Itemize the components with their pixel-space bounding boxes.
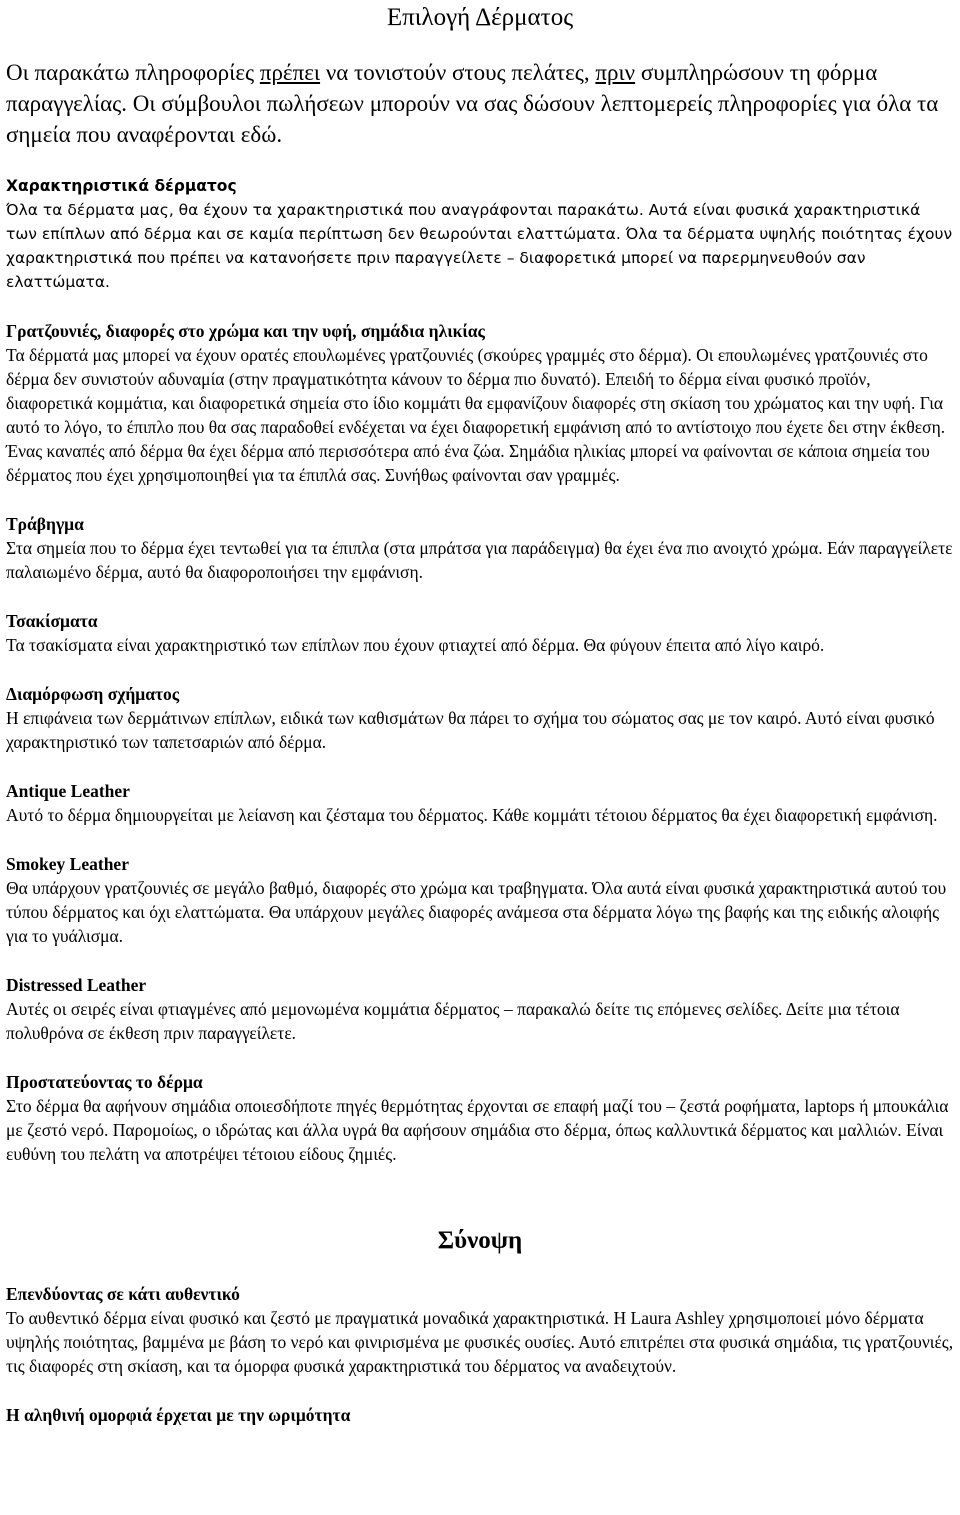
section-body: Η επιφάνεια των δερμάτινων επίπλων, ειδικά των καθισμάτων θα πάρει το σχήμα του σώματος σας με τον καιρό. Αυτό είναι φυσικό χαρακτηριστικό των ταπετσαριών από δέρμα. (6, 708, 935, 752)
intro-emphasis-must: πρέπει (259, 60, 321, 85)
section-protecting-leather (6, 1070, 954, 1166)
intro-paragraph (6, 57, 954, 150)
section-body: Στο δέρμα θα αφήνουν σημάδια οποιεσδήποτε πηγές θερμότητας έρχονται σε επαφή μαζί του – ζεστά ροφήματα, laptops ή μπουκάλια με ζεστό νερό. Παρομοίως, ο ιδρώτας και άλλα υγρά θα αφήσουν σημάδια στο δέρμα, όπως καλλυντικά δέρματος και μαλλιών. Είναι ευθύνη του πελάτη να αποτρέψει τέτοιου είδους ζημιές. (6, 1096, 949, 1164)
section-heading: Προστατεύοντας το δέρμα (6, 1072, 203, 1092)
summary-title: Σύνοψη (437, 1227, 523, 1254)
section-heading: Smokey Leather (6, 854, 129, 874)
section-creases (6, 609, 954, 657)
section-heading: Τράβηγμα (6, 514, 84, 534)
section-heading: Antique Leather (6, 781, 130, 801)
section-body: Όλα τα δέρματα μας, θα έχουν τα χαρακτηριστικά που αναγράφονται παρακάτω. Αυτά είναι φυσικά χαρακτηριστικά των επίπλων από δέρμα και σε καμία περίπτωση δεν θεωρούνται ελαττώματα. Όλα τα δέρματα υψηλής ποιότητας έχουν χαρακτηριστικά που πρέπει να κατανοήσετε πριν παραγγείλετε – διαφορετικά μπορεί να παρερμηνευθούν σαν ελαττώματα. (6, 201, 953, 291)
section-scratches (6, 319, 954, 487)
section-shaping (6, 682, 954, 754)
section-heading: Distressed Leather (6, 975, 147, 995)
section-true-beauty (6, 1403, 954, 1427)
section-smokey-leather (6, 852, 954, 948)
section-heading: Διαμόρφωση σχήματος (6, 684, 180, 704)
section-body: Το αυθεντικό δέρμα είναι φυσικό και ζεστό με πραγματικά μοναδικά χαρακτηριστικά. Η Laura Ashley χρησιμοποιεί μόνο δέρματα υψηλής ποιότητας, βαμμένα με βάση το νερό και φινιρισμένα με φυσικές ουσίες. Αυτό επιτρέπει στα φυσικά σημάδια, τις γρατζουνιές, τις διαφορές στη σκίαση, και τα όμορφα φυσικά χαρακτηριστικά του δέρματος να αναδειχτούν. (6, 1308, 954, 1376)
intro-text-1: Οι παρακάτω πληροφορίες (6, 60, 260, 85)
section-heading: Τσακίσματα (6, 611, 98, 631)
section-heading: Χαρακτηριστικά δέρματος (6, 177, 237, 195)
page-title: Επιλογή Δέρματος (386, 4, 574, 31)
section-heading: Επενδύοντας σε κάτι αυθεντικό (6, 1284, 240, 1304)
section-stretching (6, 512, 954, 584)
section-antique-leather (6, 779, 954, 827)
section-leather-characteristics (6, 174, 954, 294)
intro-text-3: συμπληρώσουν τη φόρμα παραγγελίας. Οι σύμβουλοι πωλήσεων μπορούν να σας δώσουν λεπτομερείς πληροφορίες για όλα τα σημεία που αναφέρονται εδώ. (6, 60, 939, 147)
section-body: Θα υπάρχουν γρατζουνιές σε μεγάλο βαθμό, διαφορές στο χρώμα και τραβηγματα. Όλα αυτά είναι φυσικά χαρακτηριστικά αυτού του τύπου δέρματος και όχι ελαττώματα. Θα υπάρχουν μεγάλες διαφορές ανάμεσα στα δέρματα λόγω της βαφής και της ειδικής αλοιφής για το γυάλισμα. (6, 878, 947, 946)
section-body: Τα τσακίσματα είναι χαρακτηριστικό των επίπλων που έχουν φτιαχτεί από δέρμα. Θα φύγουν έπειτα από λίγο καιρό. (6, 635, 825, 655)
section-investing-authentic (6, 1282, 954, 1378)
section-body: Τα δέρματά μας μπορεί να έχουν ορατές επουλωμένες γρατζουνιές (σκούρες γραμμές στο δέρμα). Οι επουλωμένες γρατζουνιές στο δέρμα δεν συνιστούν αδυναμία (στην πραγματικότητα κάνουν το δέρμα πιο δυνατό). Επειδή το δέρμα είναι φυσικό προϊόν, διαφορετικά κομμάτια, και διαφορετικά σημεία στο ίδιο κομμάτι θα εμφανίζουν διαφορές στη σκίαση του χρώματος και την υφή. Για αυτό το λόγο, το έπιπλο που θα σας παραδοθεί ενδέχεται να έχει διαφορετική εμφάνιση από το αντίστοιχο που έχετε δει στην έκθεση. Ένας καναπές από δέρμα θα έχει δέρμα από περισσότερα από ένα ζώα. Σημάδια ηλικίας μπορεί να φαίνονται σε κάποια σημεία του δέρματος που έχει χρησιμοποιηθεί για τα έπιπλά σας. Συνήθως φαίνονται σαν γραμμές. (6, 345, 946, 485)
intro-emphasis-before: πριν (595, 60, 636, 85)
section-body: Στα σημεία που το δέρμα έχει τεντωθεί για τα έπιπλα (στα μπράτσα για παράδειγμα) θα έχει ένα πιο ανοιχτό χρώμα. Εάν παραγγείλετε παλαιωμένο δέρμα, αυτό θα διαφοροποιήσει την εμφάνιση. (6, 538, 953, 582)
section-body: Αυτές οι σειρές είναι φτιαγμένες από μεμονωμένα κομμάτια δέρματος – παρακαλώ δείτε τις επόμενες σελίδες. Δείτε μια τέτοια πολυθρόνα σε έκθεση πριν παραγγείλετε. (6, 999, 900, 1043)
section-body: Αυτό το δέρμα δημιουργείται με λείανση και ζέσταμα του δέρματος. Κάθε κομμάτι τέτοιου δέρματος θα έχει διαφορετική εμφάνιση. (6, 805, 938, 825)
section-distressed-leather (6, 973, 954, 1045)
section-heading: Η αληθινή ομορφιά έρχεται με την ωριμότητα (6, 1405, 351, 1425)
section-heading: Γρατζουνιές, διαφορές στο χρώμα και την υφή, σημάδια ηλικίας (6, 321, 485, 341)
intro-text-2: να τονιστούν στους πελάτες, (320, 60, 596, 85)
